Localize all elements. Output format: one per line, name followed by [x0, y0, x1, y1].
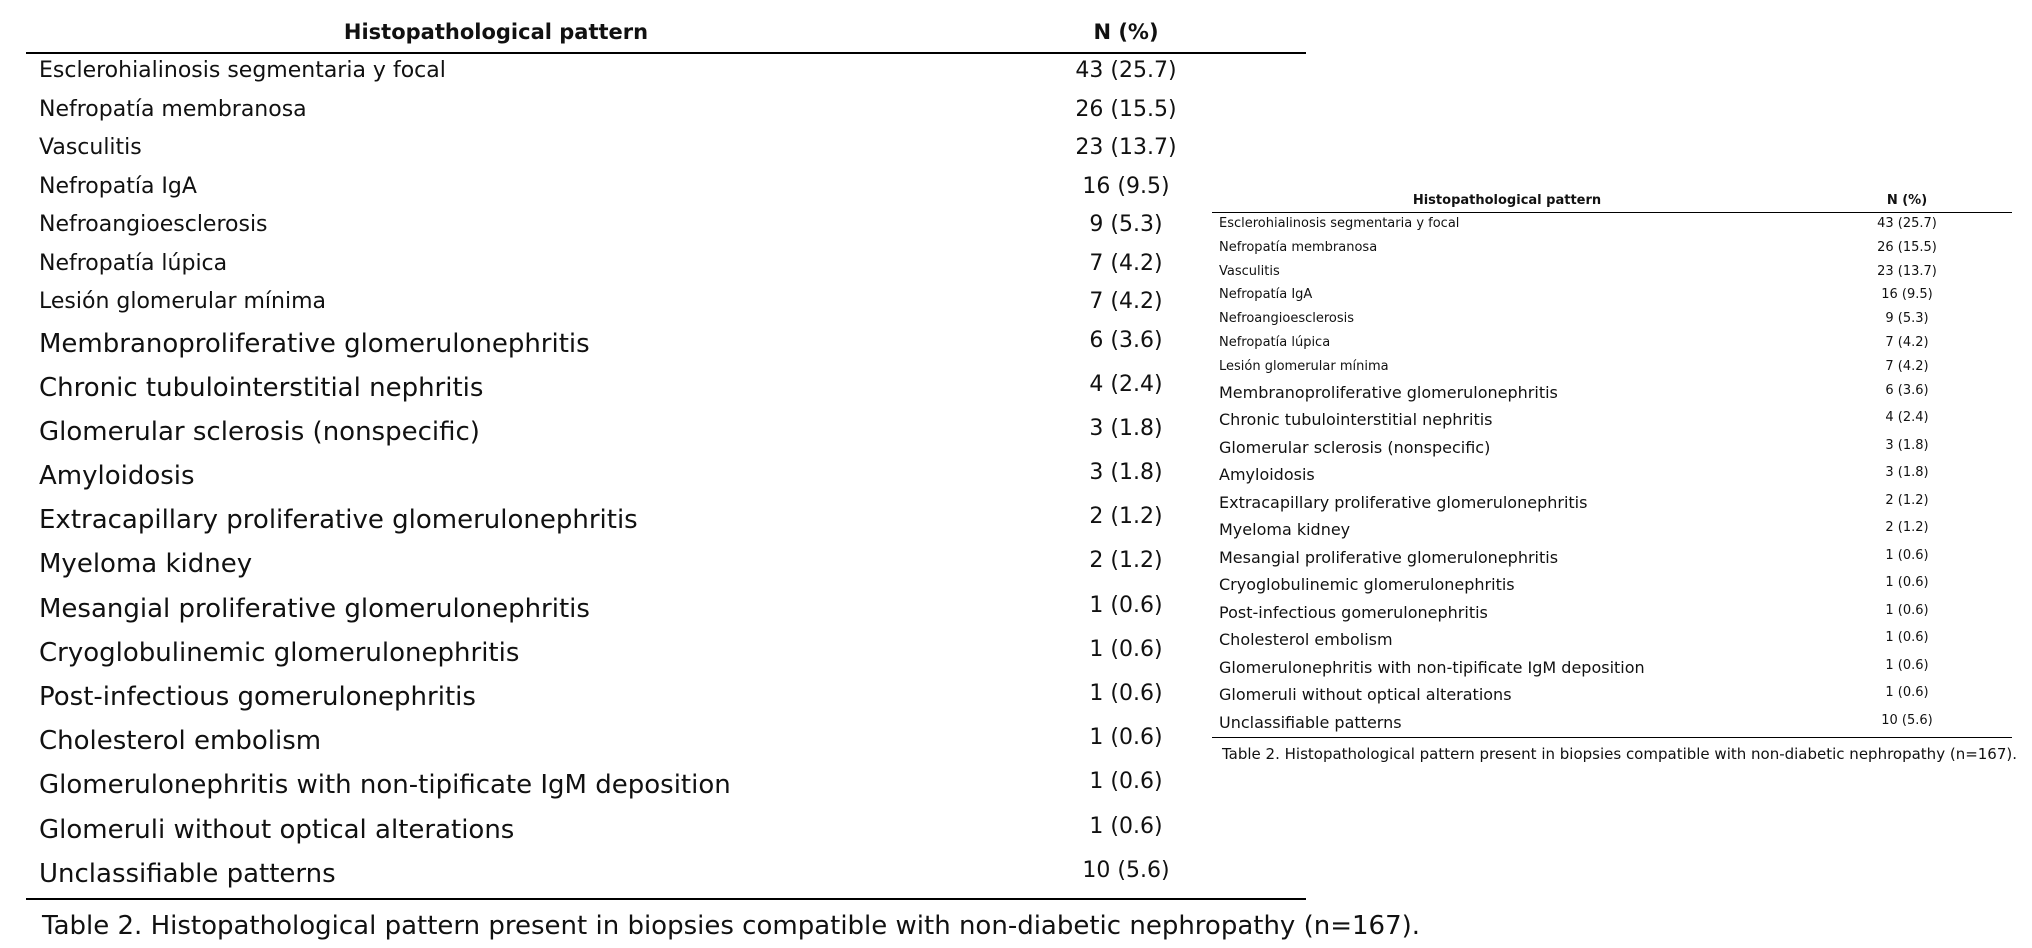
table-row [1212, 517, 2012, 545]
header-pattern: Histopathological pattern [343, 20, 649, 44]
row-label: Cryoglobulinemic glomerulonephritis [1219, 575, 1515, 595]
row-value: 2 (1.2) [1885, 492, 1929, 508]
row-label: Glomerulonephritis with non-tipificate IgM deposition [39, 770, 731, 801]
row-label: Nefropatía lúpica [39, 250, 228, 276]
table-row [26, 677, 1306, 721]
row-label: Myeloma kidney [1219, 520, 1351, 540]
table-row [26, 633, 1306, 677]
table-row [26, 854, 1306, 898]
table-row [1212, 600, 2012, 628]
row-value: 10 (5.6) [1082, 857, 1170, 883]
row-label: Nefropatía lúpica [1219, 334, 1331, 350]
row-label: Extracapillary proliferative glomerulonephritis [1219, 492, 1588, 512]
table-row [1212, 627, 2012, 655]
row-label: Vasculitis [39, 135, 142, 160]
header-pattern: Histopathological pattern [1412, 193, 1602, 208]
table-row [1212, 237, 2012, 261]
row-value: 4 (2.4) [1885, 410, 1929, 426]
row-label: Nefropatía IgA [39, 173, 197, 199]
table-row [26, 456, 1306, 500]
row-value: 1 (0.6) [1089, 813, 1163, 839]
row-value: 6 (3.6) [1089, 327, 1163, 353]
row-value: 1 (0.6) [1885, 575, 1929, 591]
header-n: N (%) [1886, 193, 1928, 208]
table-header [26, 16, 1306, 54]
row-label: Unclassifiable patterns [1219, 712, 1402, 732]
table-row [26, 170, 1306, 209]
row-value: 6 (3.6) [1885, 382, 1929, 398]
row-value: 2 (1.2) [1089, 504, 1163, 530]
row-label: Amyloidosis [1219, 465, 1315, 485]
table-row [1212, 545, 2012, 573]
row-label: Glomerular sclerosis (nonspecific) [39, 416, 480, 447]
row-label: Cholesterol embolism [1219, 630, 1393, 650]
row-value: 7 (4.2) [1885, 358, 1929, 374]
table-caption: Table 2. Histopathological pattern present in biopsies compatible with non-diabetic nephropathy (n=167). [1222, 745, 2018, 763]
row-label: Esclerohialinosis segmentaria y focal [1219, 216, 1460, 231]
row-label: Amyloidosis [39, 461, 195, 492]
table-row [1212, 435, 2012, 463]
table-row [26, 368, 1306, 412]
table-row [1212, 572, 2012, 600]
table-row [1212, 213, 2012, 237]
row-label: Post-infectious gomerulonephritis [1219, 602, 1488, 622]
row-label: Extracapillary proliferative glomerulonephritis [39, 505, 638, 536]
table-row [1212, 261, 2012, 285]
row-value: 3 (1.8) [1089, 460, 1163, 486]
row-value: 2 (1.2) [1089, 548, 1163, 574]
row-value: 1 (0.6) [1885, 630, 1929, 646]
row-label: Chronic tubulointerstitial nephritis [1219, 410, 1493, 430]
table-row [26, 412, 1306, 456]
table-row [26, 324, 1306, 368]
row-value: 1 (0.6) [1089, 769, 1163, 795]
row-label: Nefroangioesclerosis [39, 212, 268, 237]
table-row [26, 765, 1306, 809]
table-row [1212, 462, 2012, 490]
row-value: 3 (1.8) [1885, 437, 1929, 453]
row-value: 1 (0.6) [1089, 592, 1163, 618]
row-label: Cryoglobulinemic glomerulonephritis [39, 637, 520, 668]
table-row [26, 208, 1306, 247]
row-value: 1 (0.6) [1089, 681, 1163, 706]
row-value: 2 (1.2) [1885, 520, 1929, 536]
row-value: 16 (9.5) [1881, 287, 1933, 303]
table-row [1212, 655, 2012, 683]
table-row [1212, 490, 2012, 518]
table-row [26, 131, 1306, 170]
row-label: Mesangial proliferative glomerulonephritis [39, 593, 590, 624]
row-value: 23 (13.7) [1877, 263, 1937, 279]
table-row [26, 500, 1306, 544]
row-value: 26 (15.5) [1075, 96, 1177, 122]
row-label: Glomeruli without optical alterations [1219, 685, 1512, 705]
row-label: Lesión glomerular mínima [1219, 358, 1389, 374]
row-label: Cholesterol embolism [39, 726, 322, 757]
row-label: Nefroangioesclerosis [1219, 311, 1355, 327]
table-body [1212, 213, 2012, 737]
row-label: Glomerulonephritis with non-tipificate IgM deposition [1219, 657, 1645, 677]
table-row [1212, 407, 2012, 435]
row-label: Nefropatía IgA [1219, 287, 1313, 303]
row-value: 10 (5.6) [1881, 712, 1933, 728]
table-row [26, 247, 1306, 286]
row-value: 1 (0.6) [1885, 547, 1929, 563]
table-row [1212, 682, 2012, 710]
table-row [1212, 308, 2012, 332]
table-row [26, 285, 1306, 324]
row-value: 1 (0.6) [1089, 636, 1163, 662]
row-value: 1 (0.6) [1089, 725, 1163, 751]
table-bottom-rule [26, 898, 1306, 900]
row-value: 3 (1.8) [1885, 465, 1929, 481]
table-row [1212, 710, 2012, 738]
table-bottom-rule [1212, 737, 2012, 738]
row-value: 7 (4.2) [1885, 334, 1929, 350]
row-label: Mesangial proliferative glomerulonephritis [1219, 547, 1559, 567]
row-value: 3 (1.8) [1089, 415, 1163, 441]
table-row [1212, 284, 2012, 308]
row-label: Glomerular sclerosis (nonspecific) [1219, 437, 1491, 457]
row-value: 43 (25.7) [1075, 58, 1177, 83]
table-body [26, 54, 1306, 898]
row-label: Lesión glomerular mínima [39, 289, 327, 314]
row-value: 26 (15.5) [1877, 239, 1937, 255]
table-row [1212, 356, 2012, 380]
row-value: 1 (0.6) [1885, 657, 1929, 673]
row-value: 7 (4.2) [1089, 250, 1163, 276]
table-row [26, 810, 1306, 854]
row-value: 16 (9.5) [1082, 173, 1170, 199]
row-value: 23 (13.7) [1075, 135, 1177, 160]
table-large [26, 16, 1421, 941]
row-value: 43 (25.7) [1877, 216, 1937, 231]
row-label: Chronic tubulointerstitial nephritis [39, 372, 484, 403]
row-value: 1 (0.6) [1885, 685, 1929, 701]
row-label: Membranoproliferative glomerulonephritis [39, 328, 590, 359]
row-value: 4 (2.4) [1089, 371, 1163, 397]
table-row [1212, 332, 2012, 356]
table-row [26, 589, 1306, 633]
row-label: Post-infectious gomerulonephritis [39, 682, 476, 712]
header-n: N (%) [1093, 20, 1159, 44]
row-label: Membranoproliferative glomerulonephritis [1219, 382, 1558, 402]
table-small [1212, 190, 2018, 763]
row-value: 1 (0.6) [1885, 602, 1929, 618]
row-label: Nefropatía membranosa [1219, 239, 1378, 255]
table-row [26, 544, 1306, 588]
row-value: 9 (5.3) [1089, 212, 1163, 237]
row-label: Nefropatía membranosa [39, 96, 307, 122]
row-label: Vasculitis [1219, 263, 1280, 279]
row-value: 9 (5.3) [1885, 311, 1929, 327]
table-row [26, 93, 1306, 132]
row-label: Glomeruli without optical alterations [39, 814, 515, 845]
table-caption: Table 2. Histopathological pattern present in biopsies compatible with non-diabetic nephropathy (n=167). [42, 911, 1421, 941]
table-row [26, 54, 1306, 93]
table-row [1212, 380, 2012, 408]
table-header [1212, 190, 2012, 213]
row-label: Esclerohialinosis segmentaria y focal [39, 58, 446, 83]
row-label: Myeloma kidney [39, 549, 253, 580]
row-value: 7 (4.2) [1089, 289, 1163, 314]
table-row [26, 721, 1306, 765]
row-label: Unclassifiable patterns [39, 858, 336, 889]
